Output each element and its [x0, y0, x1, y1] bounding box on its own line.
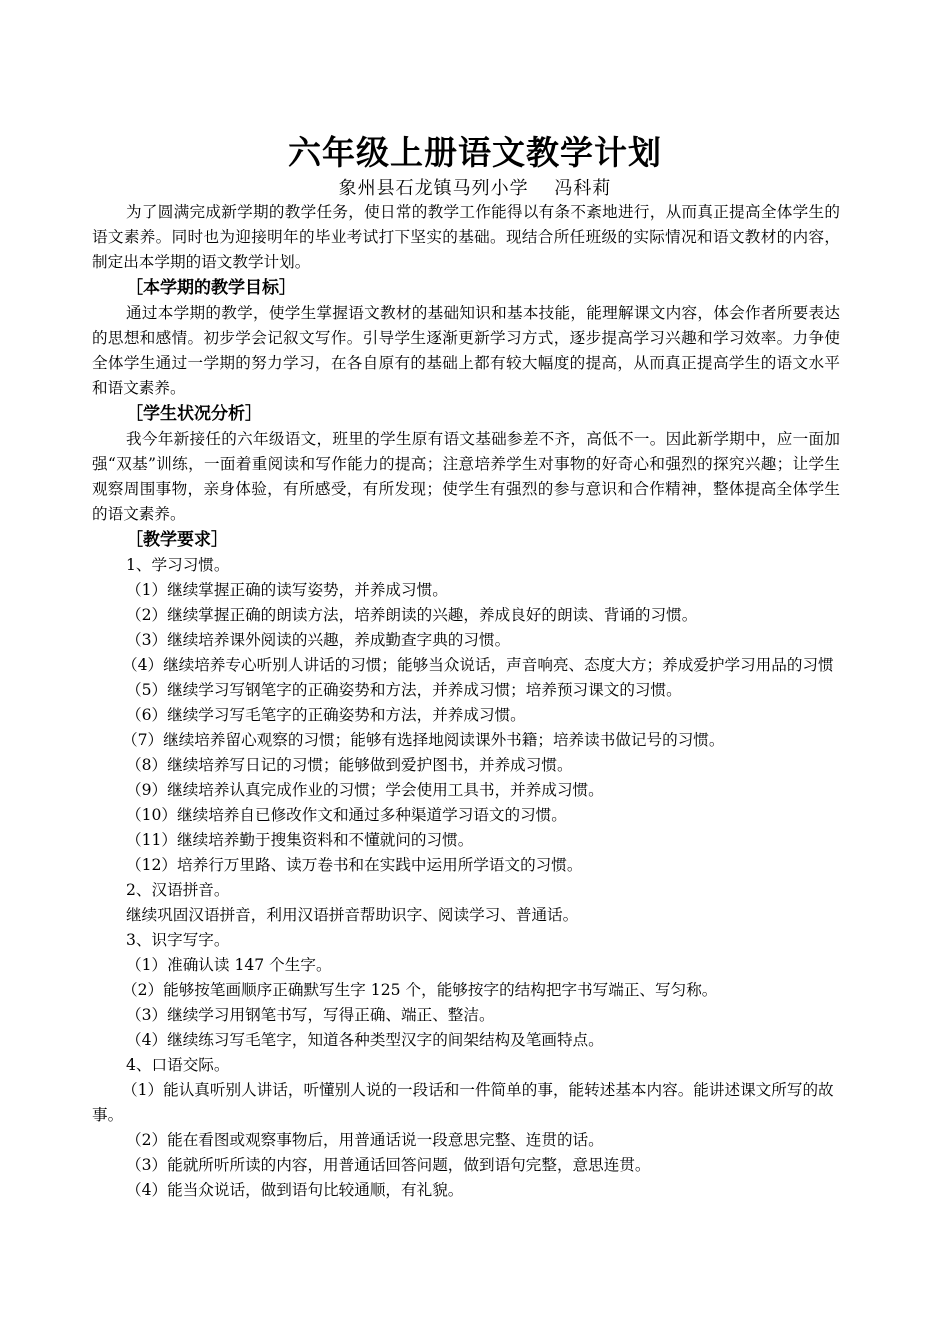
section-heading-requirements: ［教学要求］ — [126, 530, 228, 550]
document-title: 六年级上册语文教学计划 — [288, 133, 662, 172]
oral-item: （2）能在看图或观察事物后，用普通话说一段意思完整、连贯的话。 — [126, 1131, 604, 1149]
habit-item: （7）继续培养留心观察的习惯；能够有选择地阅读课外书籍；培养读书做记号的习惯。 — [122, 731, 725, 749]
oral-item: （3）能就所听所读的内容，用普通话回答问题，做到语句完整，意思连贯。 — [126, 1156, 651, 1174]
habit-item: （3）继续培养课外阅读的兴趣，养成勤查字典的习惯。 — [126, 631, 511, 649]
habit-item: （2）继续掌握正确的朗读方法，培养朗读的兴趣，养成良好的朗读、背诵的习惯。 — [126, 606, 698, 624]
literacy-item: （1）准确认读 147 个生字。 — [126, 956, 332, 974]
oral-item: （1）能认真听别人讲话，听懂别人说的一段话和一件简单的事，能转述基本内容。能讲述课文所写的故事。 — [92, 1081, 834, 1124]
goals-paragraph: 通过本学期的教学，使学生掌握语文教材的基础知识和基本技能，能理解课文内容，体会作者所要表达的思想和感情。初步学会记叙文写作。引导学生逐渐更新学习方式，逐步提高学习兴趣和学习效率。力争使全体学生通过一学期的努力学习，在各自原有的基础上都有较大幅度的提高，从而真正提高学生的语文水平和语文素养。 — [92, 304, 840, 397]
habit-item: （12）培养行万里路、读万卷书和在实践中运用所学语文的习惯。 — [126, 856, 583, 874]
oral-title: 4、口语交际。 — [126, 1056, 230, 1074]
habit-item: （4）继续培养专心听别人讲话的习惯；能够当众说话，声音响亮、态度大方；养成爱护学习用品的习惯 — [122, 656, 834, 674]
habit-item: （6）继续学习写毛笔字的正确姿势和方法，并养成习惯。 — [126, 706, 526, 724]
author-line: 象州县石龙镇马列小学 冯科莉 — [338, 178, 612, 199]
habits-title: 1、学习习惯。 — [126, 556, 230, 574]
habit-item: （8）继续培养写日记的习惯；能够做到爱护图书，并养成习惯。 — [126, 756, 573, 774]
literacy-item: （2）能够按笔画顺序正确默写生字 125 个，能够按字的结构把字书写端正、写匀称。 — [122, 981, 718, 999]
section-heading-students: ［学生状况分析］ — [126, 404, 262, 424]
habit-item: （11）继续培养勤于搜集资料和不懂就问的习惯。 — [126, 831, 474, 849]
literacy-title: 3、识字写字。 — [126, 931, 230, 949]
oral-item: （4）能当众说话，做到语句比较通顺，有礼貌。 — [126, 1181, 464, 1199]
habit-item: （10）继续培养自已修改作文和通过多种渠道学习语文的习惯。 — [126, 806, 567, 824]
habit-item: （5）继续学习写钢笔字的正确姿势和方法，并养成习惯；培养预习课文的习惯。 — [126, 681, 682, 699]
document-body — [92, 200, 840, 1203]
pinyin-title: 2、汉语拼音。 — [126, 881, 230, 899]
literacy-item: （4）继续练习写毛笔字，知道各种类型汉字的间架结构及笔画特点。 — [126, 1031, 604, 1049]
habit-item: （9）继续培养认真完成作业的习惯；学会使用工具书，并养成习惯。 — [126, 781, 604, 799]
literacy-item: （3）继续学习用钢笔书写，写得正确、端正、整洁。 — [126, 1006, 495, 1024]
habit-item: （1）继续掌握正确的读写姿势，并养成习惯。 — [126, 581, 448, 599]
pinyin-text: 继续巩固汉语拼音，利用汉语拼音帮助识字、阅读学习、普通话。 — [126, 906, 579, 924]
intro-paragraph: 为了圆满完成新学期的教学任务，使日常的教学工作能得以有条不紊地进行，从而真正提高全体学生的语文素养。同时也为迎接明年的毕业考试打下坚实的基础。现结合所任班级的实际情况和语文教材的内容，制定出本学期的语文教学计划。 — [92, 203, 840, 271]
section-heading-goals: ［本学期的教学目标］ — [126, 278, 296, 298]
students-paragraph: 我今年新接任的六年级语文，班里的学生原有语文基础参差不齐，高低不一。因此新学期中，应一面加强“双基”训练，一面着重阅读和写作能力的提高；注意培养学生对事物的好奇心和强烈的探究兴趣；让学生观察周围事物，亲身体验，有所感受，有所发现；使学生有强烈的参与意识和合作精神，整体提高全体学生的语文素养。 — [92, 430, 840, 523]
